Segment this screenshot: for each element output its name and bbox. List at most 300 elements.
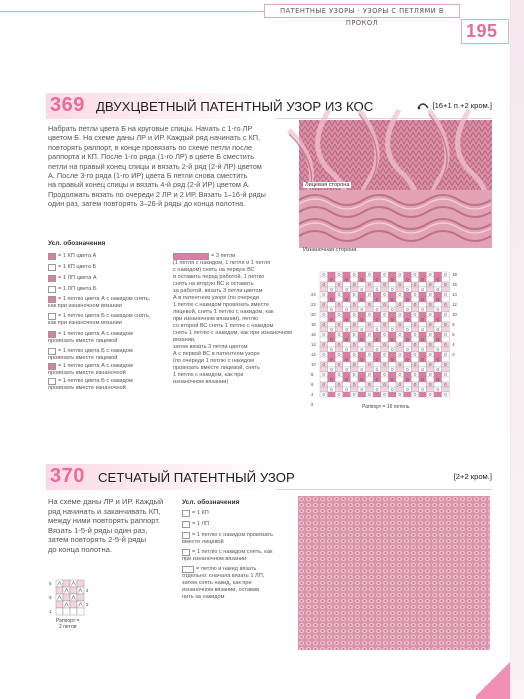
circular-needle-icon — [417, 102, 429, 110]
chart-cell — [343, 382, 351, 387]
chart-cell — [419, 307, 427, 312]
chart-cell — [320, 282, 328, 287]
fabric-photo-back — [299, 190, 492, 248]
chart-cell — [442, 377, 450, 382]
chart-cell — [381, 332, 389, 337]
chart-cell — [396, 302, 404, 307]
chart-cell — [381, 307, 389, 312]
section-title: ДВУХЦВЕТНЫЙ ПАТЕНТНЫЙ УЗОР ИЗ КОС — [96, 99, 374, 114]
section-title: СЕТЧАТЫЙ ПАТЕНТНЫЙ УЗОР — [98, 470, 295, 485]
chart-cell — [442, 282, 450, 287]
chart-cell — [343, 282, 351, 287]
chart-cell — [320, 272, 328, 277]
chart-cell — [388, 332, 396, 337]
chart-cell — [381, 382, 389, 387]
chart-cell — [404, 297, 412, 302]
chart-cell — [373, 367, 381, 372]
section-repeat: [2+2 кром.] — [453, 472, 492, 481]
chart-cell — [373, 337, 381, 342]
chart-cell — [320, 342, 328, 347]
chart-cell — [366, 377, 374, 382]
chart-cell — [388, 317, 396, 322]
chart-cell — [411, 382, 419, 387]
chart-cell — [343, 327, 351, 332]
chart-cell — [350, 377, 358, 382]
chart-row-label: 2 — [86, 602, 89, 607]
chart-cell — [434, 312, 442, 317]
chart-cell — [343, 347, 351, 352]
chart-cell — [434, 392, 442, 397]
legend-item: = 1 КП цвета Б — [48, 264, 96, 271]
chart-cell — [373, 382, 381, 387]
chart-cell — [404, 277, 412, 282]
chart-cell — [335, 297, 343, 302]
chart-row-label: 10 — [452, 312, 457, 317]
chart-cell — [426, 272, 434, 277]
chart-cell — [442, 292, 450, 297]
chart-cell — [419, 387, 427, 392]
chart-cell — [350, 302, 358, 307]
chart-cell — [366, 282, 374, 287]
chart-cell — [396, 382, 404, 387]
chart-cell — [411, 337, 419, 342]
chart-cell — [381, 297, 389, 302]
chart-cell — [442, 392, 450, 397]
chart-cell — [343, 287, 351, 292]
chart-row-label: 18 — [311, 322, 316, 327]
chart-cell — [404, 392, 412, 397]
chart-cell — [358, 337, 366, 342]
chart-cell — [343, 342, 351, 347]
chart-cell — [350, 282, 358, 287]
chart-row-label: 2 — [311, 402, 314, 407]
chart-cell — [388, 287, 396, 292]
chart-row-label: 14 — [311, 342, 316, 347]
legend-title-369: Усл. обозначения — [48, 240, 106, 247]
chart-cell — [320, 332, 328, 337]
chart-cell — [396, 282, 404, 287]
chart-cell — [411, 332, 419, 337]
chart-cell — [335, 272, 343, 277]
legend-item: = 1 петлю с накидом провязать вместе лицевой — [182, 532, 274, 545]
chart-cell — [328, 282, 336, 287]
chart-cell — [56, 608, 63, 615]
chart-cell — [381, 282, 389, 287]
chart-cell — [350, 292, 358, 297]
chart-cell — [381, 387, 389, 392]
purl-tog-b-symbol — [48, 378, 56, 385]
chart-cell — [396, 287, 404, 292]
chart-cell — [388, 297, 396, 302]
chart-cell — [434, 357, 442, 362]
chart-cell — [366, 277, 374, 282]
chart-cell — [373, 347, 381, 352]
page-edge-strip — [510, 0, 524, 699]
chart-cell — [442, 332, 450, 337]
chart-cell — [411, 282, 419, 287]
chart-cell — [366, 302, 374, 307]
slip-yo-a-symbol — [48, 296, 56, 303]
chart-cell — [411, 387, 419, 392]
chart-cell — [442, 287, 450, 292]
chart-cell — [343, 387, 351, 392]
chart-cell — [328, 342, 336, 347]
chart-cell — [350, 272, 358, 277]
chart-row-label: 22 — [311, 302, 316, 307]
chart-cell — [63, 594, 70, 601]
chart-cell — [381, 372, 389, 377]
chart-cell — [56, 587, 63, 594]
chart-cell — [434, 327, 442, 332]
chart-cell — [358, 392, 366, 397]
chart-cell — [426, 357, 434, 362]
chart-cell — [320, 382, 328, 387]
chart-cell — [373, 317, 381, 322]
chart-cell — [442, 277, 450, 282]
chart-cell — [366, 362, 374, 367]
knit-tog-symbol — [182, 532, 190, 539]
chart-cell — [366, 357, 374, 362]
chart-cell — [328, 337, 336, 342]
chart-cell — [350, 307, 358, 312]
chart-cell — [358, 297, 366, 302]
chart-cell — [343, 367, 351, 372]
chart-row-label: 6 — [452, 332, 455, 337]
chart-cell — [328, 307, 336, 312]
chart-cell — [442, 352, 450, 357]
chart-cell — [419, 277, 427, 282]
chart-cell — [442, 317, 450, 322]
chart-cell — [419, 302, 427, 307]
chart-cell — [434, 377, 442, 382]
chart-cell — [335, 357, 343, 362]
chart-cell — [373, 277, 381, 282]
chart-cell — [381, 312, 389, 317]
cable-symbol — [173, 253, 209, 260]
chart-cell — [335, 332, 343, 337]
chart-cell — [350, 362, 358, 367]
chart-cell — [381, 302, 389, 307]
chart-cell — [381, 272, 389, 277]
chart-cell — [442, 367, 450, 372]
chart-cell — [320, 392, 328, 397]
chart-cell — [358, 367, 366, 372]
legend-item: = 1 ЛП цвета Б — [48, 286, 97, 293]
chart-cell — [434, 307, 442, 312]
chart-cell — [381, 287, 389, 292]
chart-cell — [358, 287, 366, 292]
chart-cell — [442, 342, 450, 347]
chart-cell — [434, 292, 442, 297]
chart-cell — [343, 317, 351, 322]
chart-cell — [434, 337, 442, 342]
chart-cell — [320, 352, 328, 357]
chart-cell — [366, 332, 374, 337]
chart-cell — [419, 297, 427, 302]
chart-cell — [335, 292, 343, 297]
chart-cell — [320, 357, 328, 362]
chart-cell — [373, 352, 381, 357]
chart-cell — [404, 322, 412, 327]
legend-item: = 1 КП — [182, 510, 209, 517]
chart-cell — [442, 327, 450, 332]
chart-cell — [442, 382, 450, 387]
chart-cell — [343, 362, 351, 367]
chart-cell — [411, 342, 419, 347]
chart-cell — [343, 337, 351, 342]
chart-cell — [328, 357, 336, 362]
chart-cell — [366, 312, 374, 317]
chart-row-label: 8 — [311, 372, 314, 377]
chart-cell — [366, 342, 374, 347]
legend-item: = 1 петлю цвета А с накидом провязать вместе лицевой — [48, 331, 133, 344]
yo-separate-symbol — [182, 566, 194, 573]
chart-cell — [411, 287, 419, 292]
chart-cell — [396, 297, 404, 302]
chart-cell — [358, 357, 366, 362]
chart-cell — [388, 327, 396, 332]
chart-cell — [366, 352, 374, 357]
chart-cell — [343, 312, 351, 317]
chart-cell — [70, 587, 77, 594]
chart-cell — [388, 337, 396, 342]
legend-item: = 1 петлю с накидом снять, как при изнаночном вязании — [182, 549, 273, 562]
chart-cell — [396, 367, 404, 372]
chart-cell — [404, 352, 412, 357]
chart-cell — [335, 347, 343, 352]
slip-yo-symbol — [182, 549, 190, 556]
chart-cell — [350, 322, 358, 327]
chart-row-label: 4 — [86, 588, 89, 593]
chart-cell — [411, 362, 419, 367]
chart-cell — [426, 367, 434, 372]
chart-cell — [328, 362, 336, 367]
chart-cell — [426, 362, 434, 367]
chart-cell — [320, 317, 328, 322]
chart-cell — [328, 302, 336, 307]
chart-cell — [419, 342, 427, 347]
chart-cell — [358, 342, 366, 347]
chart-row-label: 2 — [452, 352, 455, 357]
chart-cell — [77, 594, 84, 601]
chart-cell — [350, 357, 358, 362]
chart-cell — [426, 387, 434, 392]
chart-cell — [343, 272, 351, 277]
legend-cable-item: = 3 петли (1 петля с накидом, 1 петля и 1 петля с накидом) снять на первую ВС и оставить перед работой, 1 петлю снять на вторую ВС и оставить за работой, вязать 3 петли цветом А в патентном узоре (по очереди 1 петлю с накидом провязать вместе лицевой, снять 1 петлю с накидом, как при изнаночном вязании), петлю со второй ВС снять 1 петлю с накидом снять 1 петлю с накидом, как при изнаночном вязании, затем вязать 3 петли цветом А с первой ВС в патентном узоре (по очереди 1 петлю с накидом провязать вместе лицевой, снять 1 петлю с накидом, как при изнаночном вязании) — [173, 253, 292, 385]
chart-cell — [404, 327, 412, 332]
chart-cell — [366, 307, 374, 312]
chart-cell — [320, 302, 328, 307]
chart-cell — [411, 367, 419, 372]
chart-cell — [411, 377, 419, 382]
chart-cell — [381, 362, 389, 367]
chart-cell — [350, 317, 358, 322]
chart-cell — [343, 277, 351, 282]
chart-cell — [426, 382, 434, 387]
chart-cell — [373, 332, 381, 337]
chart-cell — [381, 347, 389, 352]
chart-cell — [328, 292, 336, 297]
chart-cell — [388, 322, 396, 327]
chart-cell — [373, 377, 381, 382]
chart-cell — [411, 312, 419, 317]
chart-cell — [358, 332, 366, 337]
chart-cell — [358, 292, 366, 297]
chart-cell — [411, 272, 419, 277]
section-369-instructions: Набрать петли цвета Б на круговые спицы. Начать с 1-го ЛР цветом Б. На схеме даны ЛР и ИР. Каждый ряд начинать с КП, повторять раппорт, в конце провязать по схеме петли после раппорта и КП. После 1-го ряда (1-го ЛР) в цвете Б сместить петли на правый конец спицы и вязать 2-й ряд (2-й ЛР) цветом А. После 3-го ряда (1-го ИР) цвета Б петли снова сместить на правый конец спицы и вязать 4-й ряд (2-й ИР) цветом А. Продолжать вязать по очереди 2 ЛР и 2 ИР. Вязать 1–16-й ряды один раз, затем повторять 3–26-й ряды до конца полотна. — [48, 124, 266, 209]
legend-item: = 1 петлю цвета Б с накидом провязать вместе изнаночной — [48, 378, 133, 391]
chart-cell — [388, 372, 396, 377]
chart-cell — [328, 272, 336, 277]
chart-cell — [442, 312, 450, 317]
chart-cell — [366, 382, 374, 387]
chart-cell — [411, 327, 419, 332]
chart-cell — [328, 347, 336, 352]
chart-cell — [373, 327, 381, 332]
chart-cell — [381, 392, 389, 397]
chart-cell — [434, 362, 442, 367]
chart-cell — [381, 352, 389, 357]
chart-cell — [404, 317, 412, 322]
chart-cell — [434, 317, 442, 322]
chart-cell — [358, 382, 366, 387]
chart-cell — [434, 302, 442, 307]
repeat-text: [16+1 п.+2 кром.] — [432, 101, 492, 110]
chart-cell — [320, 372, 328, 377]
chart-row-label: 18 — [452, 272, 457, 277]
chart-cell — [335, 372, 343, 377]
chart-cell — [426, 347, 434, 352]
chart-cell — [411, 347, 419, 352]
chart-cell — [335, 302, 343, 307]
chart-cell — [373, 282, 381, 287]
chart-cell — [366, 367, 374, 372]
fabric-back-image — [299, 190, 492, 248]
chart-cell — [426, 317, 434, 322]
chart-cell — [358, 362, 366, 367]
chart-cell — [411, 322, 419, 327]
chart-row-label: 16 — [452, 282, 457, 287]
section-number: 369 — [50, 94, 85, 116]
chart-cell — [426, 302, 434, 307]
chart-row-label: 20 — [311, 312, 316, 317]
chart-cell — [442, 302, 450, 307]
chart-cell — [411, 302, 419, 307]
chart-cell — [335, 277, 343, 282]
chart-cell — [396, 392, 404, 397]
chart-cell — [426, 312, 434, 317]
repeat-label-369: Раппорт = 16 петель — [362, 404, 410, 410]
chart-cell — [434, 372, 442, 377]
chart-cell — [328, 327, 336, 332]
purl-b-symbol — [48, 286, 56, 293]
chart-cell — [404, 337, 412, 342]
chart-cell — [381, 292, 389, 297]
chart-cell — [442, 307, 450, 312]
chart-cell — [419, 382, 427, 387]
chart-cell — [404, 372, 412, 377]
chart-cell — [426, 377, 434, 382]
chart-cell — [335, 287, 343, 292]
header-rule — [0, 11, 264, 12]
purl-tog-a-symbol — [48, 363, 56, 370]
chart-cell — [434, 272, 442, 277]
chart-cell — [335, 317, 343, 322]
chart-cell — [350, 342, 358, 347]
chart-cell — [373, 302, 381, 307]
purl-a-symbol — [48, 275, 56, 282]
chart-cell — [419, 322, 427, 327]
chart-cell — [426, 322, 434, 327]
chart-cell — [388, 272, 396, 277]
caption-back: Изнаночная сторона — [303, 247, 357, 253]
chart-cell — [404, 377, 412, 382]
chart-row-label: 24 — [311, 292, 316, 297]
chart-cell — [442, 362, 450, 367]
legend-item: = 1 петлю цвета А с накидом снять, как при изнаночном вязании — [48, 296, 151, 309]
chart-cell — [366, 327, 374, 332]
chart-cell — [320, 367, 328, 372]
chart-cell — [320, 387, 328, 392]
chart-cell — [442, 347, 450, 352]
chart-cell — [411, 392, 419, 397]
chart-cell — [381, 317, 389, 322]
chart-cell — [373, 372, 381, 377]
chart-cell — [388, 292, 396, 297]
chart-cell — [366, 372, 374, 377]
chart-cell — [63, 580, 70, 587]
chart-cell — [381, 342, 389, 347]
chart-cell — [396, 272, 404, 277]
chart-cell — [366, 317, 374, 322]
chart-cell — [350, 347, 358, 352]
chart-cell — [381, 337, 389, 342]
chart-cell — [328, 387, 336, 392]
legend-item: = 1 ЛП — [182, 521, 209, 528]
chart-cell — [419, 312, 427, 317]
chart-cell — [358, 322, 366, 327]
chart-row-label: 6 — [311, 382, 314, 387]
chart-cell — [366, 292, 374, 297]
chart-cell — [419, 327, 427, 332]
chart-cell — [63, 608, 70, 615]
chart-cell — [419, 362, 427, 367]
chart-cell — [373, 322, 381, 327]
chart-cell — [426, 372, 434, 377]
chart-cell — [350, 392, 358, 397]
chart-cell — [434, 282, 442, 287]
chart-cell — [396, 357, 404, 362]
chart-cell — [404, 357, 412, 362]
chart-cell — [388, 347, 396, 352]
chart-cell — [335, 352, 343, 357]
caption-front: Лицевая сторона — [305, 182, 350, 188]
chart-cell — [373, 297, 381, 302]
legend-item: = 1 петлю цвета Б с накидом провязать вместе лицевой — [48, 348, 133, 361]
fabric-mesh-image — [298, 496, 490, 650]
knit-tog-a-symbol — [48, 331, 56, 338]
chart-cell — [434, 352, 442, 357]
chart-cell — [396, 317, 404, 322]
chart-cell — [404, 312, 412, 317]
chart-cell — [358, 372, 366, 377]
chart-row-label: 10 — [311, 362, 316, 367]
chart-cell — [442, 322, 450, 327]
chart-cell — [343, 322, 351, 327]
chart-cell — [388, 277, 396, 282]
chart-cell — [328, 382, 336, 387]
chart-cell — [442, 387, 450, 392]
